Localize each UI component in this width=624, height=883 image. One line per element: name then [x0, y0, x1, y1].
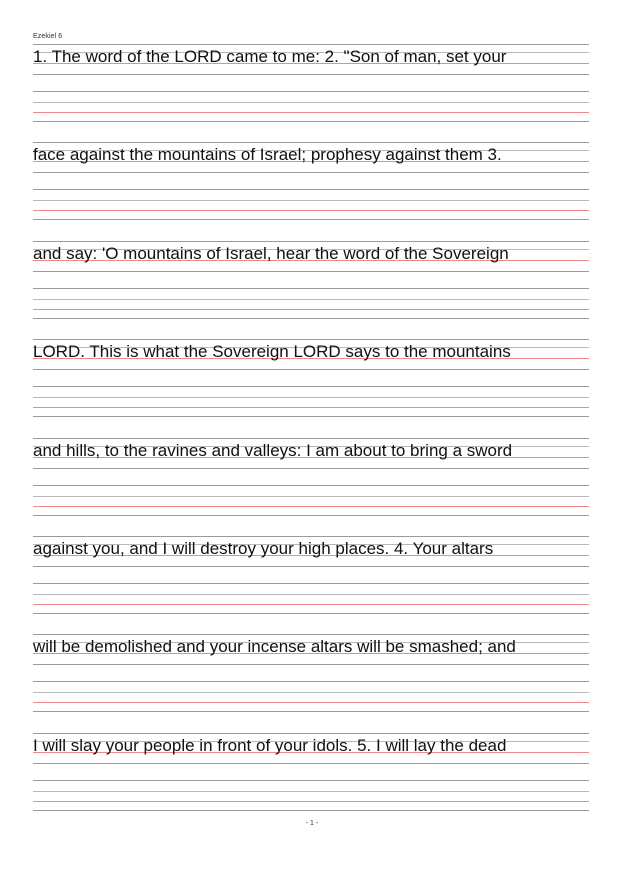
guide-line-red [33, 210, 589, 211]
guide-line [33, 339, 589, 340]
guide-line [33, 536, 589, 537]
guide-line [33, 711, 589, 712]
guide-line-red [33, 801, 589, 802]
guide-line [33, 515, 589, 516]
guide-line [33, 485, 589, 486]
guide-line [33, 438, 589, 439]
guide-line [33, 681, 589, 682]
verse-text: LORD. This is what the Sovereign LORD says to the mountains [33, 342, 511, 361]
guide-line [33, 142, 589, 143]
guide-line [33, 219, 589, 220]
guide-line [33, 241, 589, 242]
writing-line-block [33, 44, 589, 142]
guide-line [33, 416, 589, 417]
guide-line [33, 91, 589, 92]
verse-text: against you, and I will destroy your high places. 4. Your altars [33, 539, 494, 558]
guide-line [33, 613, 589, 614]
guide-line-red [33, 604, 589, 605]
guide-line [33, 200, 589, 201]
writing-line-block [33, 733, 589, 831]
guide-line [33, 733, 589, 734]
guide-line-red [33, 702, 589, 703]
guide-line [33, 594, 589, 595]
guide-line [33, 634, 589, 635]
writing-line-block [33, 339, 589, 437]
guide-line [33, 791, 589, 792]
guide-line [33, 369, 589, 370]
guide-line [33, 780, 589, 781]
guide-line [33, 664, 589, 665]
guide-line [33, 566, 589, 567]
verse-text: I will slay your people in front of your idols. 5. I will lay the dead [33, 736, 507, 755]
guide-line [33, 299, 589, 300]
guide-line-red [33, 407, 589, 408]
verse-text: and hills, to the ravines and valleys: I am about to bring a sword [33, 441, 513, 460]
guide-line [33, 692, 589, 693]
guide-line [33, 810, 589, 811]
guide-line [33, 288, 589, 289]
guide-line [33, 102, 589, 103]
verse-text: face against the mountains of Israel; prophesy against them 3. [33, 145, 502, 164]
guide-line [33, 318, 589, 319]
guide-line-red [33, 112, 589, 113]
writing-line-block [33, 241, 589, 339]
page-header: Ezekiel 6 [33, 33, 63, 40]
guide-line [33, 496, 589, 497]
writing-line-block [33, 634, 589, 732]
writing-line-block [33, 536, 589, 634]
guide-line-red [33, 506, 589, 507]
verse-text: 1. The word of the LORD came to me: 2. "Son of man, set your [33, 47, 507, 66]
guide-line [33, 397, 589, 398]
guide-line [33, 121, 589, 122]
guide-line [33, 583, 589, 584]
guide-line [33, 172, 589, 173]
guide-line [33, 44, 589, 45]
guide-line [33, 271, 589, 272]
page-number: - 1 - [305, 820, 319, 827]
verse-text: and say: 'O mountains of Israel, hear the word of the Sovereign [33, 244, 509, 263]
guide-line [33, 386, 589, 387]
writing-line-block [33, 142, 589, 240]
guide-line [33, 468, 589, 469]
guide-line [33, 74, 589, 75]
guide-line-red [33, 309, 589, 310]
guide-line [33, 763, 589, 764]
verse-text: will be demolished and your incense altars will be smashed; and [33, 637, 516, 656]
writing-line-block [33, 438, 589, 536]
guide-line [33, 189, 589, 190]
